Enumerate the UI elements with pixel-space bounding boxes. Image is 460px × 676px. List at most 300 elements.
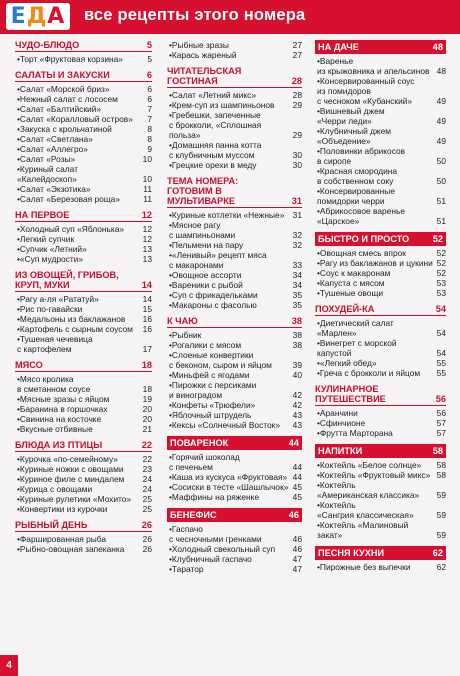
recipe-page: 42: [292, 400, 302, 410]
recipe-page: 45: [292, 482, 302, 492]
recipe-entry: [167, 472, 302, 482]
recipe-entry: [167, 482, 302, 492]
recipe-entry: [167, 90, 302, 100]
recipe-title: •Вишневый джем «Черри леди»: [317, 106, 385, 126]
header-bar: [0, 0, 460, 34]
section-heading: [315, 444, 446, 458]
recipe-title: •Гаспачо с чесночными гренками: [169, 524, 262, 544]
recipe-page: 26: [142, 534, 152, 544]
recipe-page: 24: [142, 484, 152, 494]
recipe-entry: [315, 500, 446, 520]
section-title: МЯСО: [15, 360, 43, 370]
recipe-title: •Салат «Летний микс»: [169, 90, 256, 100]
recipe-entry: [15, 454, 152, 464]
recipe-page: 52: [436, 258, 446, 268]
recipe-page: 54: [436, 328, 446, 338]
recipe-page: 7: [147, 104, 152, 114]
recipe-title: •Фрутта Марторана: [317, 428, 393, 438]
recipe-title: •Курица с овощами: [17, 484, 93, 494]
recipe-entry: [315, 562, 446, 572]
recipe-title: •Свинина на косточке: [17, 414, 102, 424]
recipe-page: 26: [142, 544, 152, 554]
recipe-title: •Грецкие орехи в меду: [169, 160, 257, 170]
recipe-title: •Рис по-гавайски: [17, 304, 83, 314]
recipe-page: 6: [147, 94, 152, 104]
recipe-title: •Сосиски в тесте «Шашлычок»: [169, 482, 289, 492]
recipe-entry: [315, 76, 446, 106]
section-title: ЧИТАТЕЛЬСКАЯ ГОСТИНАЯ: [167, 66, 242, 86]
recipe-page: 51: [436, 216, 446, 226]
section-title: БЫСТРО И ПРОСТО: [318, 234, 410, 244]
recipe-page: 39: [292, 360, 302, 370]
recipe-entry: [167, 240, 302, 250]
recipe-page: 34: [292, 280, 302, 290]
recipe-page: 8: [147, 124, 152, 134]
recipe-title: •Суп с фрикадельками: [169, 290, 258, 300]
recipe-title: •Пирожки с персиками и виноградом: [169, 380, 257, 400]
recipe-page: 56: [436, 408, 446, 418]
recipe-entry: [15, 104, 152, 114]
recipe-entry: [167, 400, 302, 410]
recipe-page: 13: [142, 244, 152, 254]
recipe-page: 54: [436, 348, 446, 358]
recipe-title: •Салат «Балтийский»: [17, 104, 102, 114]
recipe-page: 40: [292, 370, 302, 380]
section-title: НАПИТКИ: [318, 446, 363, 456]
recipe-title: •Холодный свекольный суп: [169, 544, 276, 554]
section-page: 12: [141, 210, 152, 220]
recipe-entry: [167, 140, 302, 160]
recipe-page: 7: [147, 114, 152, 124]
recipe-page: 55: [436, 358, 446, 368]
section-heading: [315, 40, 446, 54]
recipe-entry: [167, 280, 302, 290]
recipe-page: 57: [436, 418, 446, 428]
recipe-title: •Рагу а-ля «Рататуй»: [17, 294, 99, 304]
recipe-title: •Греча с брокколи и яйцом: [317, 368, 421, 378]
recipe-entry: [315, 470, 446, 480]
recipe-page: 35: [292, 300, 302, 310]
section-title: РЫБНЫЙ ДЕНЬ: [15, 520, 88, 530]
recipe-page: 59: [436, 510, 446, 520]
recipe-title: •Вареники с рыбой: [169, 280, 243, 290]
recipe-entry: [167, 100, 302, 110]
section-page: 5: [146, 40, 152, 50]
recipe-entry: [167, 110, 302, 140]
recipe-title: •Овощная смесь впрок: [317, 248, 406, 258]
recipe-entry: [315, 318, 446, 338]
section-heading: [167, 66, 302, 88]
section-page: 54: [435, 304, 446, 314]
section-page: 38: [291, 316, 302, 326]
recipe-page: 20: [142, 414, 152, 424]
recipe-entry: [315, 428, 446, 438]
recipe-page: 30: [292, 150, 302, 160]
recipe-title: •Домашняя панна котта с клубничным муссом: [169, 140, 262, 160]
recipe-page: 53: [436, 288, 446, 298]
recipe-page: 28: [292, 90, 302, 100]
recipe-page: 12: [142, 234, 152, 244]
recipe-entry: [315, 480, 446, 500]
recipe-title: •Яблочный штрудель: [169, 410, 252, 420]
section-heading: [15, 210, 152, 222]
recipe-title: •Рагу из баклажанов и цукини: [317, 258, 433, 268]
recipe-page: 49: [436, 116, 446, 126]
recipe-entry: [15, 414, 152, 424]
page-number: 4: [0, 655, 18, 676]
recipe-page: 58: [436, 460, 446, 470]
section-title: БЕНЕФИС: [170, 510, 217, 520]
recipe-title: •Клубничный джем «Объедение»: [317, 126, 391, 146]
recipe-page: 19: [142, 394, 152, 404]
recipe-title: •Мясо кролика в сметанном соусе: [17, 374, 91, 394]
section-title: ЧУДО-БЛЮДО: [15, 40, 80, 50]
recipe-page: 34: [292, 270, 302, 280]
section-page: 22: [141, 440, 152, 450]
recipe-entry: [15, 254, 152, 264]
recipe-entry: [167, 50, 302, 60]
recipe-entry: [15, 304, 152, 314]
section-page: 6: [146, 70, 152, 80]
section-heading: [15, 270, 152, 292]
recipe-title: •Макароны с фасолью: [169, 300, 257, 310]
recipe-page: 5: [147, 54, 152, 64]
recipe-entry: [167, 420, 302, 430]
recipe-title: •Половинки абрикосов в сиропе: [317, 146, 406, 166]
recipe-title: •Пельмени на пару: [169, 240, 244, 250]
recipe-title: •Каша из кускуса «Фруктовая»: [169, 472, 288, 482]
recipe-title: •Медальоны из баклажанов: [17, 314, 126, 324]
recipe-title: •Крем-суп из шампиньонов: [169, 100, 275, 110]
recipe-entry: [167, 160, 302, 170]
recipe-title: •Салат «Березовая роща»: [17, 194, 120, 204]
recipe-title: •Салат «Аллегро»: [17, 144, 88, 154]
recipe-page: 17: [142, 344, 152, 354]
recipe-page: 11: [143, 194, 152, 204]
recipe-title: •Конвертики из курочки: [17, 504, 108, 514]
recipe-entry: [315, 206, 446, 226]
section-page: 62: [432, 548, 443, 558]
recipe-title: •Пирожные без выпечки: [317, 562, 411, 572]
recipe-title: •Аранчини: [317, 408, 358, 418]
recipe-title: •Салат «Экзотика»: [17, 184, 91, 194]
recipe-entry: [15, 474, 152, 484]
section-heading: [15, 40, 152, 52]
recipe-page: 53: [436, 278, 446, 288]
recipe-entry: [315, 278, 446, 288]
recipe-entry: [15, 164, 152, 184]
recipe-title: •Карась жареный: [169, 50, 237, 60]
recipe-title: •Тушеные овощи: [317, 288, 384, 298]
logo-letter-2: Д: [26, 4, 48, 29]
recipe-entry: [15, 314, 152, 324]
recipe-page: 12: [142, 224, 152, 234]
recipe-page: 52: [436, 248, 446, 258]
section-page: 52: [432, 234, 443, 244]
recipe-page: 16: [142, 324, 152, 334]
recipe-page: 49: [436, 96, 446, 106]
logo-letter-3: А: [47, 4, 66, 29]
recipe-entry: [15, 464, 152, 474]
section-heading: [15, 360, 152, 372]
recipe-title: •Коктейль «Белое солнце»: [317, 460, 422, 470]
recipe-page: 46: [292, 534, 302, 544]
recipe-page: 58: [436, 470, 446, 480]
recipe-title: •Супчик «Летний»: [17, 244, 87, 254]
recipe-entry: [167, 350, 302, 370]
recipe-entry: [167, 210, 302, 220]
section-page: 14: [141, 280, 152, 290]
recipe-page: 50: [436, 176, 446, 186]
recipe-entry: [15, 294, 152, 304]
recipe-entry: [167, 410, 302, 420]
recipe-entry: [15, 184, 152, 194]
recipe-page: 55: [436, 368, 446, 378]
recipe-page: 31: [292, 210, 302, 220]
recipe-entry: [167, 370, 302, 380]
recipe-page: 10: [142, 154, 152, 164]
recipe-entry: [315, 408, 446, 418]
recipe-entry: [315, 358, 446, 368]
recipe-page: 11: [143, 184, 152, 194]
section-title: К ЧАЮ: [167, 316, 198, 326]
recipe-title: •Салат «Морской бриз»: [17, 84, 110, 94]
recipe-entry: [315, 338, 446, 358]
recipe-page: 14: [142, 294, 152, 304]
recipe-title: •Сфинчионе: [317, 418, 366, 428]
recipe-entry: [15, 394, 152, 404]
recipe-entry: [315, 126, 446, 146]
recipe-title: •Консервированные помидорки черри: [317, 186, 395, 206]
recipe-entry: [167, 544, 302, 554]
recipe-entry: [167, 300, 302, 310]
recipe-page: 25: [142, 504, 152, 514]
section-heading: [167, 508, 302, 522]
recipe-page: 57: [436, 428, 446, 438]
section-page: 44: [288, 438, 299, 448]
recipe-page: 45: [292, 492, 302, 502]
recipe-page: 21: [142, 424, 152, 434]
recipe-page: 33: [292, 260, 302, 270]
recipe-entry: [315, 288, 446, 298]
recipe-entry: [167, 290, 302, 300]
recipe-page: 47: [292, 554, 302, 564]
recipe-page: 48: [436, 66, 446, 76]
recipe-page: 51: [436, 196, 446, 206]
recipe-title: •Салат «Светлана»: [17, 134, 93, 144]
recipe-page: 46: [292, 544, 302, 554]
section-page: 46: [288, 510, 299, 520]
recipe-entry: [15, 484, 152, 494]
recipe-page: 29: [292, 130, 302, 140]
recipe-page: 35: [292, 290, 302, 300]
recipe-title: •Рыбные зразы: [169, 40, 229, 50]
recipe-page: 27: [292, 40, 302, 50]
recipe-entry: [15, 124, 152, 134]
recipe-entry: [15, 324, 152, 334]
recipe-entry: [15, 334, 152, 354]
section-title: ТЕМА НОМЕРА: ГОТОВИМ В МУЛЬТИВАРКЕ: [167, 176, 239, 206]
recipe-title: •Винегрет с морской капустой: [317, 338, 397, 358]
section-title: ПЕСНЯ КУХНИ: [318, 548, 385, 558]
contents-column-1: [15, 40, 152, 554]
recipe-entry: [315, 460, 446, 470]
recipe-entry: [15, 84, 152, 94]
recipe-title: •Клубничный гаспачо: [169, 554, 252, 564]
recipe-title: •Салат «Розы»: [17, 154, 76, 164]
contents-column-2: [167, 40, 302, 574]
recipe-title: •Гребешки, запеченные с брокколи, «Сплошная польза»: [169, 110, 262, 140]
recipe-page: 29: [292, 100, 302, 110]
recipe-entry: [15, 224, 152, 234]
section-page: 31: [291, 196, 302, 206]
recipe-page: 38: [292, 330, 302, 340]
recipe-page: 44: [292, 472, 302, 482]
recipe-page: 42: [292, 390, 302, 400]
recipe-entry: [167, 340, 302, 350]
section-title: САЛАТЫ И ЗАКУСКИ: [15, 70, 110, 80]
recipe-entry: [167, 524, 302, 544]
recipe-entry: [315, 146, 446, 166]
recipe-entry: [167, 40, 302, 50]
recipe-title: •Куриные рулетики «Мохито»: [17, 494, 132, 504]
recipe-page: 15: [142, 304, 152, 314]
recipe-page: 24: [142, 474, 152, 484]
recipe-title: •Коктейль «Сангрия классическая»: [317, 500, 414, 520]
recipe-page: 8: [147, 134, 152, 144]
recipe-title: •Мясное рагу с шампиньонами: [169, 220, 236, 240]
section-heading: [15, 440, 152, 452]
magazine-logo: [6, 3, 70, 30]
recipe-title: •Абрикосовое варенье «Царское»: [317, 206, 405, 226]
recipe-title: •Нежный салат с лососем: [17, 94, 118, 104]
recipe-entry: [15, 54, 152, 64]
recipe-title: •Мясные зразы с яйцом: [17, 394, 110, 404]
recipe-title: •Куриное филе с миндалем: [17, 474, 125, 484]
recipe-page: 52: [436, 268, 446, 278]
recipe-entry: [15, 424, 152, 434]
section-page: 18: [141, 360, 152, 370]
recipe-title: •Кексы «Солнечный Восток»: [169, 420, 280, 430]
recipe-entry: [167, 220, 302, 240]
recipe-title: •Торт «Фруктовая корзина»: [17, 54, 123, 64]
section-heading: [167, 436, 302, 450]
section-page: 28: [291, 76, 302, 86]
recipe-title: •Коктейль «Малиновый закат»: [317, 520, 409, 540]
recipe-entry: [15, 154, 152, 164]
section-heading: [15, 520, 152, 532]
recipe-page: 49: [436, 136, 446, 146]
recipe-title: •Рыбник: [169, 330, 202, 340]
recipe-page: 47: [292, 564, 302, 574]
recipe-entry: [15, 114, 152, 124]
recipe-title: •Куриные ножки с овощами: [17, 464, 124, 474]
recipe-entry: [15, 144, 152, 154]
recipe-title: •Коктейль «Американская классика»: [317, 480, 420, 500]
recipe-page: 6: [147, 84, 152, 94]
recipe-title: •Куриные котлетки «Нежные»: [169, 210, 285, 220]
recipe-title: •Таратор: [169, 564, 204, 574]
recipe-page: 38: [292, 340, 302, 350]
recipe-entry: [167, 492, 302, 502]
recipe-entry: [15, 534, 152, 544]
recipe-entry: [167, 250, 302, 270]
recipe-page: 25: [142, 494, 152, 504]
recipe-title: •Маффины на ряженке: [169, 492, 260, 502]
recipe-entry: [15, 194, 152, 204]
recipe-page: 62: [436, 562, 446, 572]
recipe-title: •Рыбно-овощная запеканка: [17, 544, 125, 554]
recipe-page: 59: [436, 490, 446, 500]
recipe-entry: [315, 166, 446, 186]
recipe-title: •Вкусные отбивные: [17, 424, 93, 434]
recipe-title: •Капуста с мясом: [317, 278, 385, 288]
recipe-title: •«Суп мудрости»: [17, 254, 84, 264]
section-title: ИЗ ОВОЩЕЙ, ГРИБОВ, КРУП, МУКИ: [15, 270, 119, 290]
recipe-title: •Фаршированная рыба: [17, 534, 107, 544]
recipe-entry: [15, 94, 152, 104]
recipe-entry: [315, 106, 446, 126]
recipe-title: •Рогалики с мясом: [169, 340, 242, 350]
section-title: БЛЮДА ИЗ ПТИЦЫ: [15, 440, 103, 450]
recipe-title: •Варенье из крыжовника и апельсинов: [317, 56, 430, 76]
recipe-entry: [15, 544, 152, 554]
recipe-entry: [15, 234, 152, 244]
recipe-title: •Холодный суп «Яблонька»: [17, 224, 125, 234]
section-title: ПОХУДЕЙ-КА: [315, 304, 375, 314]
recipe-title: •Закуска с крольчатиной: [17, 124, 112, 134]
recipe-title: •Миньфей с ягодами: [169, 370, 250, 380]
recipe-entry: [167, 564, 302, 574]
recipe-entry: [167, 380, 302, 400]
recipe-page: 50: [436, 156, 446, 166]
recipe-page: 16: [142, 314, 152, 324]
recipe-entry: [15, 374, 152, 394]
recipe-title: •Тушеная чечевица с картофелем: [17, 334, 93, 354]
recipe-title: •Соус к макаронам: [317, 268, 391, 278]
recipe-page: 18: [142, 384, 152, 394]
recipe-page: 23: [142, 464, 152, 474]
recipe-entry: [315, 248, 446, 258]
recipe-page: 22: [142, 454, 152, 464]
contents-column-3: [315, 40, 446, 572]
recipe-entry: [167, 554, 302, 564]
section-page: 48: [432, 42, 443, 52]
section-title: НА ПЕРВОЕ: [15, 210, 70, 220]
recipe-page: 32: [292, 230, 302, 240]
recipe-page: 59: [436, 530, 446, 540]
section-heading: [315, 232, 446, 246]
recipe-page: 20: [142, 404, 152, 414]
section-title: КУЛИНАРНОЕ ПУТЕШЕСТВИЕ: [315, 384, 386, 404]
recipe-title: •Курочка «по-семейному»: [17, 454, 118, 464]
section-page: 58: [432, 446, 443, 456]
recipe-page: 43: [292, 420, 302, 430]
recipe-entry: [15, 134, 152, 144]
section-title: НА ДАЧЕ: [318, 42, 359, 52]
recipe-title: •Коктейль «Фруктовый микс»: [317, 470, 431, 480]
recipe-title: •Легкий супчик: [17, 234, 75, 244]
recipe-title: •Консервированный соус из помидоров с чесноком «Кубанский»: [317, 76, 415, 106]
section-heading: [315, 384, 446, 406]
recipe-page: 44: [292, 462, 302, 472]
section-heading: [315, 546, 446, 560]
recipe-entry: [315, 418, 446, 428]
recipe-title: •Баранина в горшочках: [17, 404, 108, 414]
recipe-page: 27: [292, 50, 302, 60]
recipe-entry: [315, 56, 446, 76]
recipe-page: 10: [142, 174, 152, 184]
